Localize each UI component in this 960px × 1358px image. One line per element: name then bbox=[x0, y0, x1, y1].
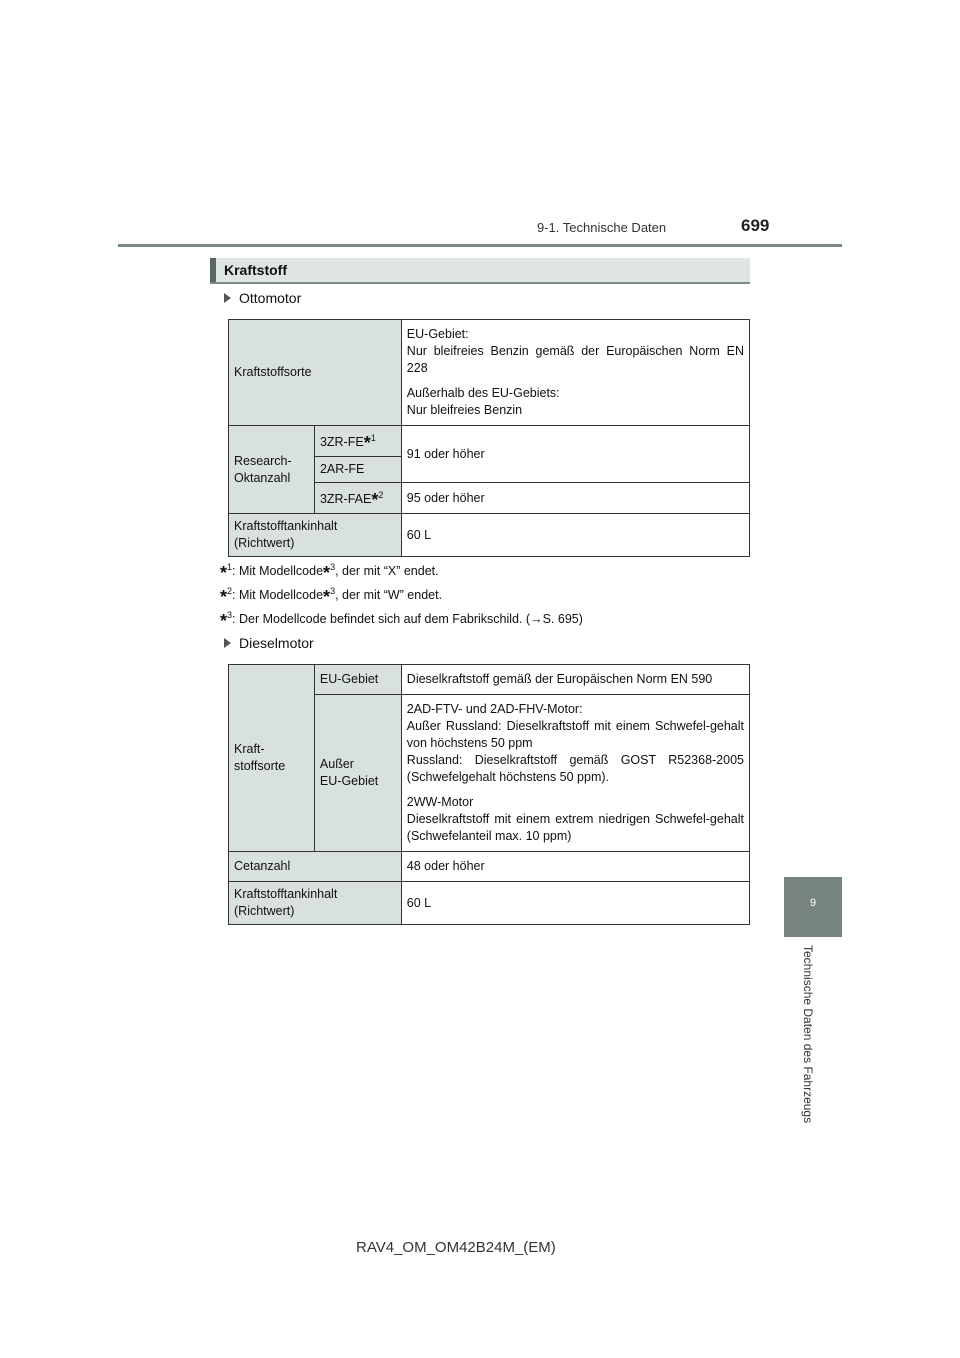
petrol-fuel-type-value-non-eu: Außerhalb des EU-Gebiets: Nur bleifreies Benzin bbox=[406, 386, 560, 417]
section-title-bar bbox=[210, 258, 750, 284]
chapter-side-label: Technische Daten des Fahrzeugs bbox=[801, 945, 815, 1124]
diesel-spec-table bbox=[228, 664, 750, 925]
table-row bbox=[229, 665, 750, 695]
diesel-heading-label: Dieselmotor bbox=[239, 635, 314, 651]
table-row bbox=[229, 852, 750, 882]
engine-2ar-fe: 2AR-FE bbox=[314, 457, 401, 483]
diesel-fuel-type-label: Kraft- stoffsorte bbox=[229, 665, 315, 852]
diesel-eu-value: Dieselkraftstoff gemäß der Europäischen Norm EN 590 bbox=[401, 665, 749, 695]
page-number: 699 bbox=[741, 216, 770, 235]
triangle-bullet-icon bbox=[224, 638, 231, 648]
table-row bbox=[229, 514, 750, 557]
footer-model-code: RAV4_OM_OM42B24M_(EM) bbox=[356, 1239, 556, 1256]
footnote-3: *$^3$: Der Modellcode befindet sich auf dem Fabrikschild. (→S. 695) bbox=[220, 610, 583, 632]
octane-label: Research- Oktanzahl bbox=[229, 426, 315, 514]
diesel-heading bbox=[224, 635, 314, 651]
diesel-tank-label: Kraftstofftankinhalt (Richtwert) bbox=[229, 882, 402, 925]
octane-value-91: 91 oder höher bbox=[401, 426, 749, 483]
table-row bbox=[229, 882, 750, 925]
petrol-spec-table bbox=[228, 319, 750, 557]
diesel-non-eu-label: Außer EU-Gebiet bbox=[314, 695, 401, 852]
footnote-1: *$^1$: Mit Modellcode*$^3$, der mit “X” endet. bbox=[220, 562, 439, 584]
petrol-heading-label: Ottomotor bbox=[239, 290, 302, 306]
arrow-right-icon: → bbox=[530, 612, 543, 627]
chapter-tab bbox=[784, 877, 842, 937]
petrol-heading bbox=[224, 290, 301, 306]
petrol-fuel-type-label: Kraftstoffsorte bbox=[229, 320, 402, 426]
section-title: Kraftstoff bbox=[224, 262, 287, 278]
triangle-bullet-icon bbox=[224, 293, 231, 303]
header-section-title: 9-1. Technische Daten bbox=[537, 220, 667, 235]
diesel-eu-label: EU-Gebiet bbox=[314, 665, 401, 695]
diesel-non-eu-value bbox=[401, 695, 749, 852]
petrol-fuel-type-value-eu: EU-Gebiet: Nur bleifreies Benzin gemäß der Europäischen Norm EN 228 bbox=[406, 327, 744, 375]
engine-3zr-fe: 3ZR-FE*$^1$ bbox=[314, 426, 401, 457]
table-row bbox=[229, 320, 750, 426]
petrol-tank-value: 60 L bbox=[401, 514, 749, 557]
cetane-label: Cetanzahl bbox=[229, 852, 402, 882]
section-title-accent bbox=[210, 258, 216, 282]
petrol-tank-label: Kraftstofftankinhalt (Richtwert) bbox=[229, 514, 402, 557]
header-rule bbox=[118, 244, 842, 247]
diesel-tank-value: 60 L bbox=[401, 882, 749, 925]
table-row bbox=[229, 426, 750, 457]
diesel-non-eu-value-2ad: 2AD-FTV- und 2AD-FHV-Motor: Außer Russland: Dieselkraftstoff mit einem Schwefel-gehalt von höchstens 50 ppm Russland: Dieselkraftstoff gemäß GOST R52368-2005 (Schwefelgehalt höchstens 50 ppm). bbox=[406, 702, 744, 784]
cetane-value: 48 oder höher bbox=[401, 852, 749, 882]
chapter-number: 9 bbox=[809, 897, 817, 909]
engine-3zr-fae: 3ZR-FAE*$^2$ bbox=[314, 483, 401, 514]
octane-value-95: 95 oder höher bbox=[401, 483, 749, 514]
diesel-non-eu-value-2ww: 2WW-Motor Dieselkraftstoff mit einem extrem niedrigen Schwefel-gehalt (Schwefelanteil max. 10 ppm) bbox=[406, 795, 744, 843]
footnote-2: *$^2$: Mit Modellcode*$^3$, der mit “W” endet. bbox=[220, 586, 443, 608]
petrol-fuel-type-value bbox=[401, 320, 749, 426]
